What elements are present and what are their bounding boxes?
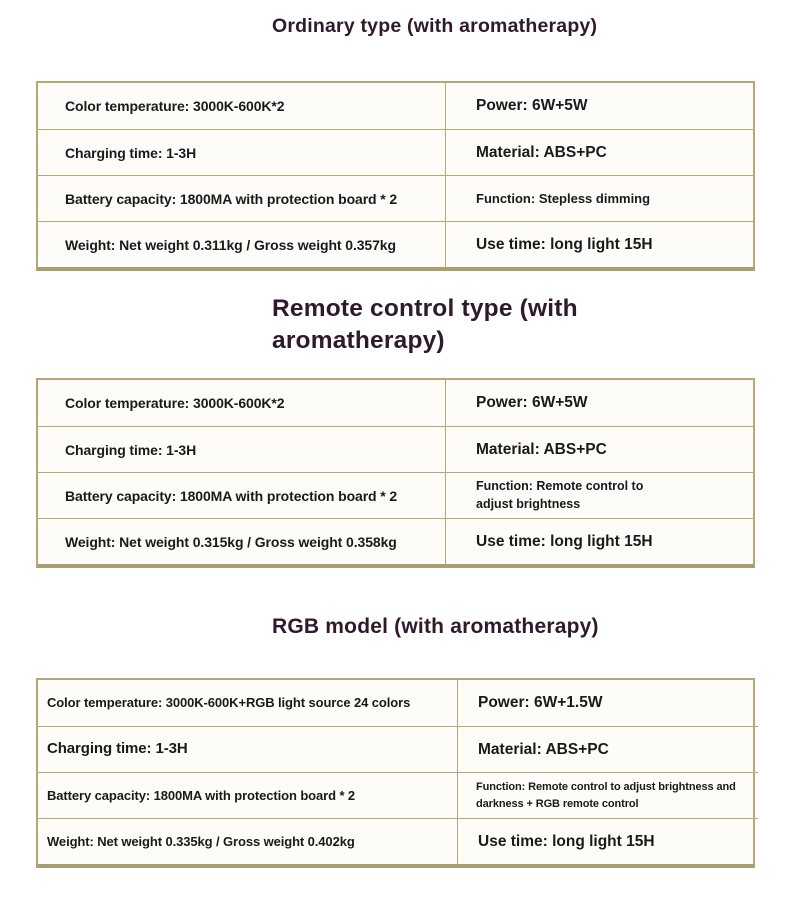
spec-table-ordinary <box>36 81 755 271</box>
cell-text: Charging time: 1-3H <box>65 144 197 161</box>
section-title-ordinary: Ordinary type (with aromatherapy) <box>272 15 598 37</box>
section-title-rgb-model: RGB model (with aromatherapy) <box>272 615 599 638</box>
cell-use-time <box>445 221 753 267</box>
cell-text: Use time: long light 15H <box>478 832 655 850</box>
cell-text: Material: ABS+PC <box>476 440 607 458</box>
cell-use-time <box>445 518 753 564</box>
cell-battery-capacity <box>38 772 457 818</box>
cell-weight <box>38 818 457 864</box>
cell-text: Material: ABS+PC <box>476 143 607 161</box>
cell-charging-time <box>38 726 457 772</box>
cell-use-time <box>457 818 758 864</box>
cell-material <box>445 426 753 472</box>
cell-function <box>445 175 753 221</box>
spec-table-rgb-model <box>36 678 755 868</box>
cell-power <box>445 380 753 426</box>
cell-text: Weight: Net weight 0.335kg / Gross weight 0.402kg <box>47 833 355 849</box>
cell-weight <box>38 221 445 267</box>
cell-text: Battery capacity: 1800MA with protection board * 2 <box>65 487 398 504</box>
cell-text: Power: 6W+5W <box>476 394 588 411</box>
cell-charging-time <box>38 129 445 175</box>
cell-material <box>457 726 758 772</box>
cell-battery-capacity <box>38 175 445 221</box>
cell-text: Color temperature: 3000K-600K*2 <box>65 395 285 411</box>
cell-text: Charging time: 1-3H <box>65 441 197 458</box>
cell-text: Power: 6W+5W <box>476 97 588 114</box>
cell-color-temperature <box>38 680 457 726</box>
cell-text: Weight: Net weight 0.315kg / Gross weight 0.358kg <box>65 533 397 550</box>
cell-text: Battery capacity: 1800MA with protection board * 2 <box>47 787 356 803</box>
cell-text: Function: Remote control to adjust brightness <box>476 479 644 511</box>
cell-text: Color temperature: 3000K-600K+RGB light source 24 colors <box>47 695 411 711</box>
cell-text: Color temperature: 3000K-600K*2 <box>65 98 285 114</box>
cell-text: Weight: Net weight 0.311kg / Gross weight 0.357kg <box>65 236 396 253</box>
cell-power <box>457 680 758 726</box>
section-title-remote-control: Remote control type (with aromatherapy) <box>272 295 578 355</box>
cell-color-temperature <box>38 83 445 129</box>
cell-text: Material: ABS+PC <box>478 740 609 758</box>
cell-text: Charging time: 1-3H <box>47 740 188 758</box>
cell-battery-capacity <box>38 472 445 518</box>
cell-color-temperature <box>38 380 445 426</box>
cell-material <box>445 129 753 175</box>
cell-charging-time <box>38 426 445 472</box>
cell-text: Function: Stepless dimming <box>476 191 651 206</box>
cell-text: Function: Remote control to adjust brightness and darkness + RGB remote control <box>476 781 736 810</box>
spec-table-remote-control <box>36 378 755 568</box>
cell-text: Use time: long light 15H <box>476 235 653 253</box>
cell-text: Battery capacity: 1800MA with protection board * 2 <box>65 190 398 207</box>
cell-weight <box>38 518 445 564</box>
cell-power <box>445 83 753 129</box>
cell-text: Power: 6W+1.5W <box>478 694 603 711</box>
cell-function <box>445 472 753 518</box>
cell-function <box>457 772 758 818</box>
cell-text: Use time: long light 15H <box>476 532 653 550</box>
